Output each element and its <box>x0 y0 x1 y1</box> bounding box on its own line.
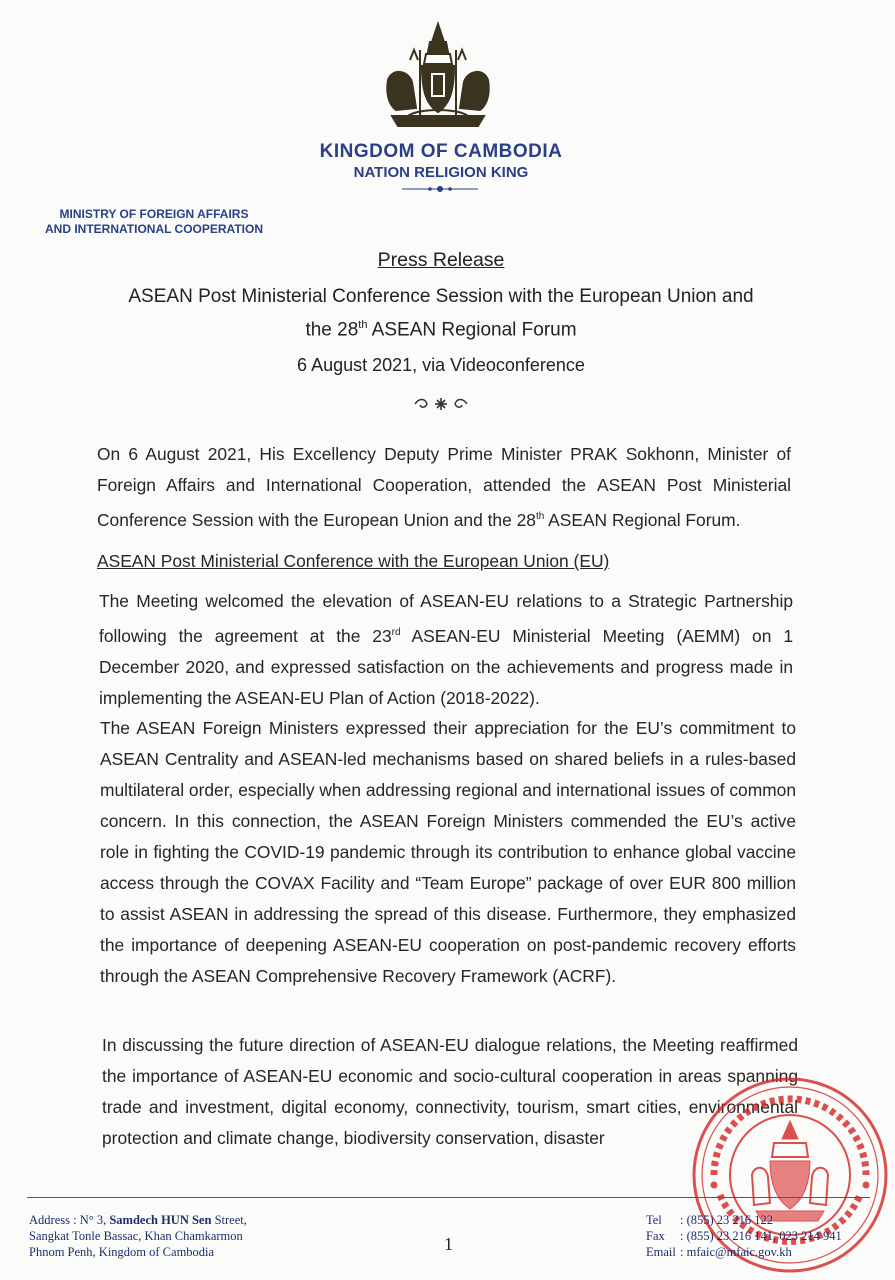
address-label: Address : N° 3, <box>29 1213 110 1227</box>
ministry-line-2: AND INTERNATIONAL COOPERATION <box>45 222 263 236</box>
press-release-label: Press Release <box>377 249 505 271</box>
headline-line-2 <box>0 319 882 341</box>
ministry-name <box>24 207 284 237</box>
footer-contact <box>646 1212 842 1260</box>
kingdom-title: KINGDOM OF CAMBODIA <box>319 141 563 162</box>
tel-line <box>646 1212 842 1228</box>
intro-text-c: ASEAN Regional Forum. <box>544 509 741 530</box>
footer-address <box>29 1212 247 1260</box>
footer-divider <box>27 1197 870 1198</box>
address-street: Samdech HUN Sen <box>109 1213 212 1227</box>
headline-line-2-post: ASEAN Regional Forum <box>367 319 577 341</box>
p2-text-b: ASEAN-EU Ministerial Meeting (AEMM) on 1 December 2020, and expressed satisfaction on the achievements and progress made in implementing the ASEAN-EU Plan of Action (2018-2022). <box>99 625 793 708</box>
ministry-line-1: MINISTRY OF FOREIGN AFFAIRS <box>59 207 249 221</box>
address-line-2: Sangkat Tonle Bassac, Khan Chamkarmon <box>29 1229 243 1243</box>
email-label: Email <box>646 1245 676 1259</box>
headline-line-1: ASEAN Post Ministerial Conference Session with the European Union and <box>128 286 754 307</box>
address-street-suffix: Street, <box>211 1213 247 1227</box>
page-number: 1 <box>444 1234 453 1254</box>
headline-superscript: th <box>358 319 368 331</box>
headline-line-2-pre: the 28 <box>305 319 359 341</box>
paragraph-future-direction: In discussing the future direction of ASEAN-EU dialogue relations, the Meeting reaffirmed the importance of ASEAN-EU economic and socio-cultural cooperation in areas spanning trade and investment, digital economy, connectivity, tourism, smart cities, environmental protection and climate change, biodiversity conservation, disaster <box>102 1035 798 1148</box>
p2-text-a: The Meeting welcomed the elevation of ASEAN-EU relations to a Strategic Partnership following the agreement at the 23 <box>99 591 793 646</box>
email-value: : mfaic@mfaic.gov.kh <box>680 1245 792 1259</box>
section-ornament-icon <box>411 396 471 412</box>
address-line-1 <box>29 1212 247 1228</box>
intro-text-a: On 6 August 2021, His Excellency Deputy Prime Minister PRAK Sokhonn, Minister of Foreign Affairs and International Cooperation, attended the <box>97 444 791 495</box>
national-motto: NATION RELIGION KING <box>353 164 529 181</box>
intro-paragraph <box>97 439 791 536</box>
fax-label: Fax <box>646 1229 665 1243</box>
p2-superscript: rd <box>391 627 401 638</box>
address-line-3: Phnom Penh, Kingdom of Cambodia <box>29 1245 215 1259</box>
tel-value: : (855) 23 216 122 <box>680 1213 774 1227</box>
email-line <box>646 1244 842 1260</box>
paragraph-appreciation: The ASEAN Foreign Ministers expressed their appreciation for the EU’s commitment to ASEAN Centrality and ASEAN-led mechanisms based on shared beliefs in a rules-based multilateral order, especially when addressing regional and international issues of common concern. In this connection, the ASEAN Foreign Ministers commended the EU’s active role in fighting the COVID-19 pandemic through its contribution to enhance global vaccine access through the COVAX Facility and “Team Europe” package of over EUR 800 million to assist ASEAN in addressing the spread of this disease. Furthermore, they emphasized the importance of deepening ASEAN-EU cooperation on post-pandemic recovery efforts through the ASEAN Comprehensive Recovery Framework (ACRF). <box>100 718 797 986</box>
tel-label: Tel <box>646 1213 662 1227</box>
release-date: 6 August 2021, via Videoconference <box>297 355 585 375</box>
intro-text-b: ASEAN Post Ministerial Conference Session with the European Union and the 28 <box>97 475 791 530</box>
royal-arms-emblem-icon <box>378 20 498 132</box>
motto-ornament-icon <box>400 184 480 194</box>
fax-value: : (855) 23 216 141, 023 214 941 <box>680 1229 842 1243</box>
intro-superscript: th <box>535 511 545 522</box>
section-subheading: ASEAN Post Ministerial Conference with the European Union (EU) <box>97 551 610 571</box>
fax-line <box>646 1228 842 1244</box>
paragraph-strategic-partnership <box>99 586 793 714</box>
